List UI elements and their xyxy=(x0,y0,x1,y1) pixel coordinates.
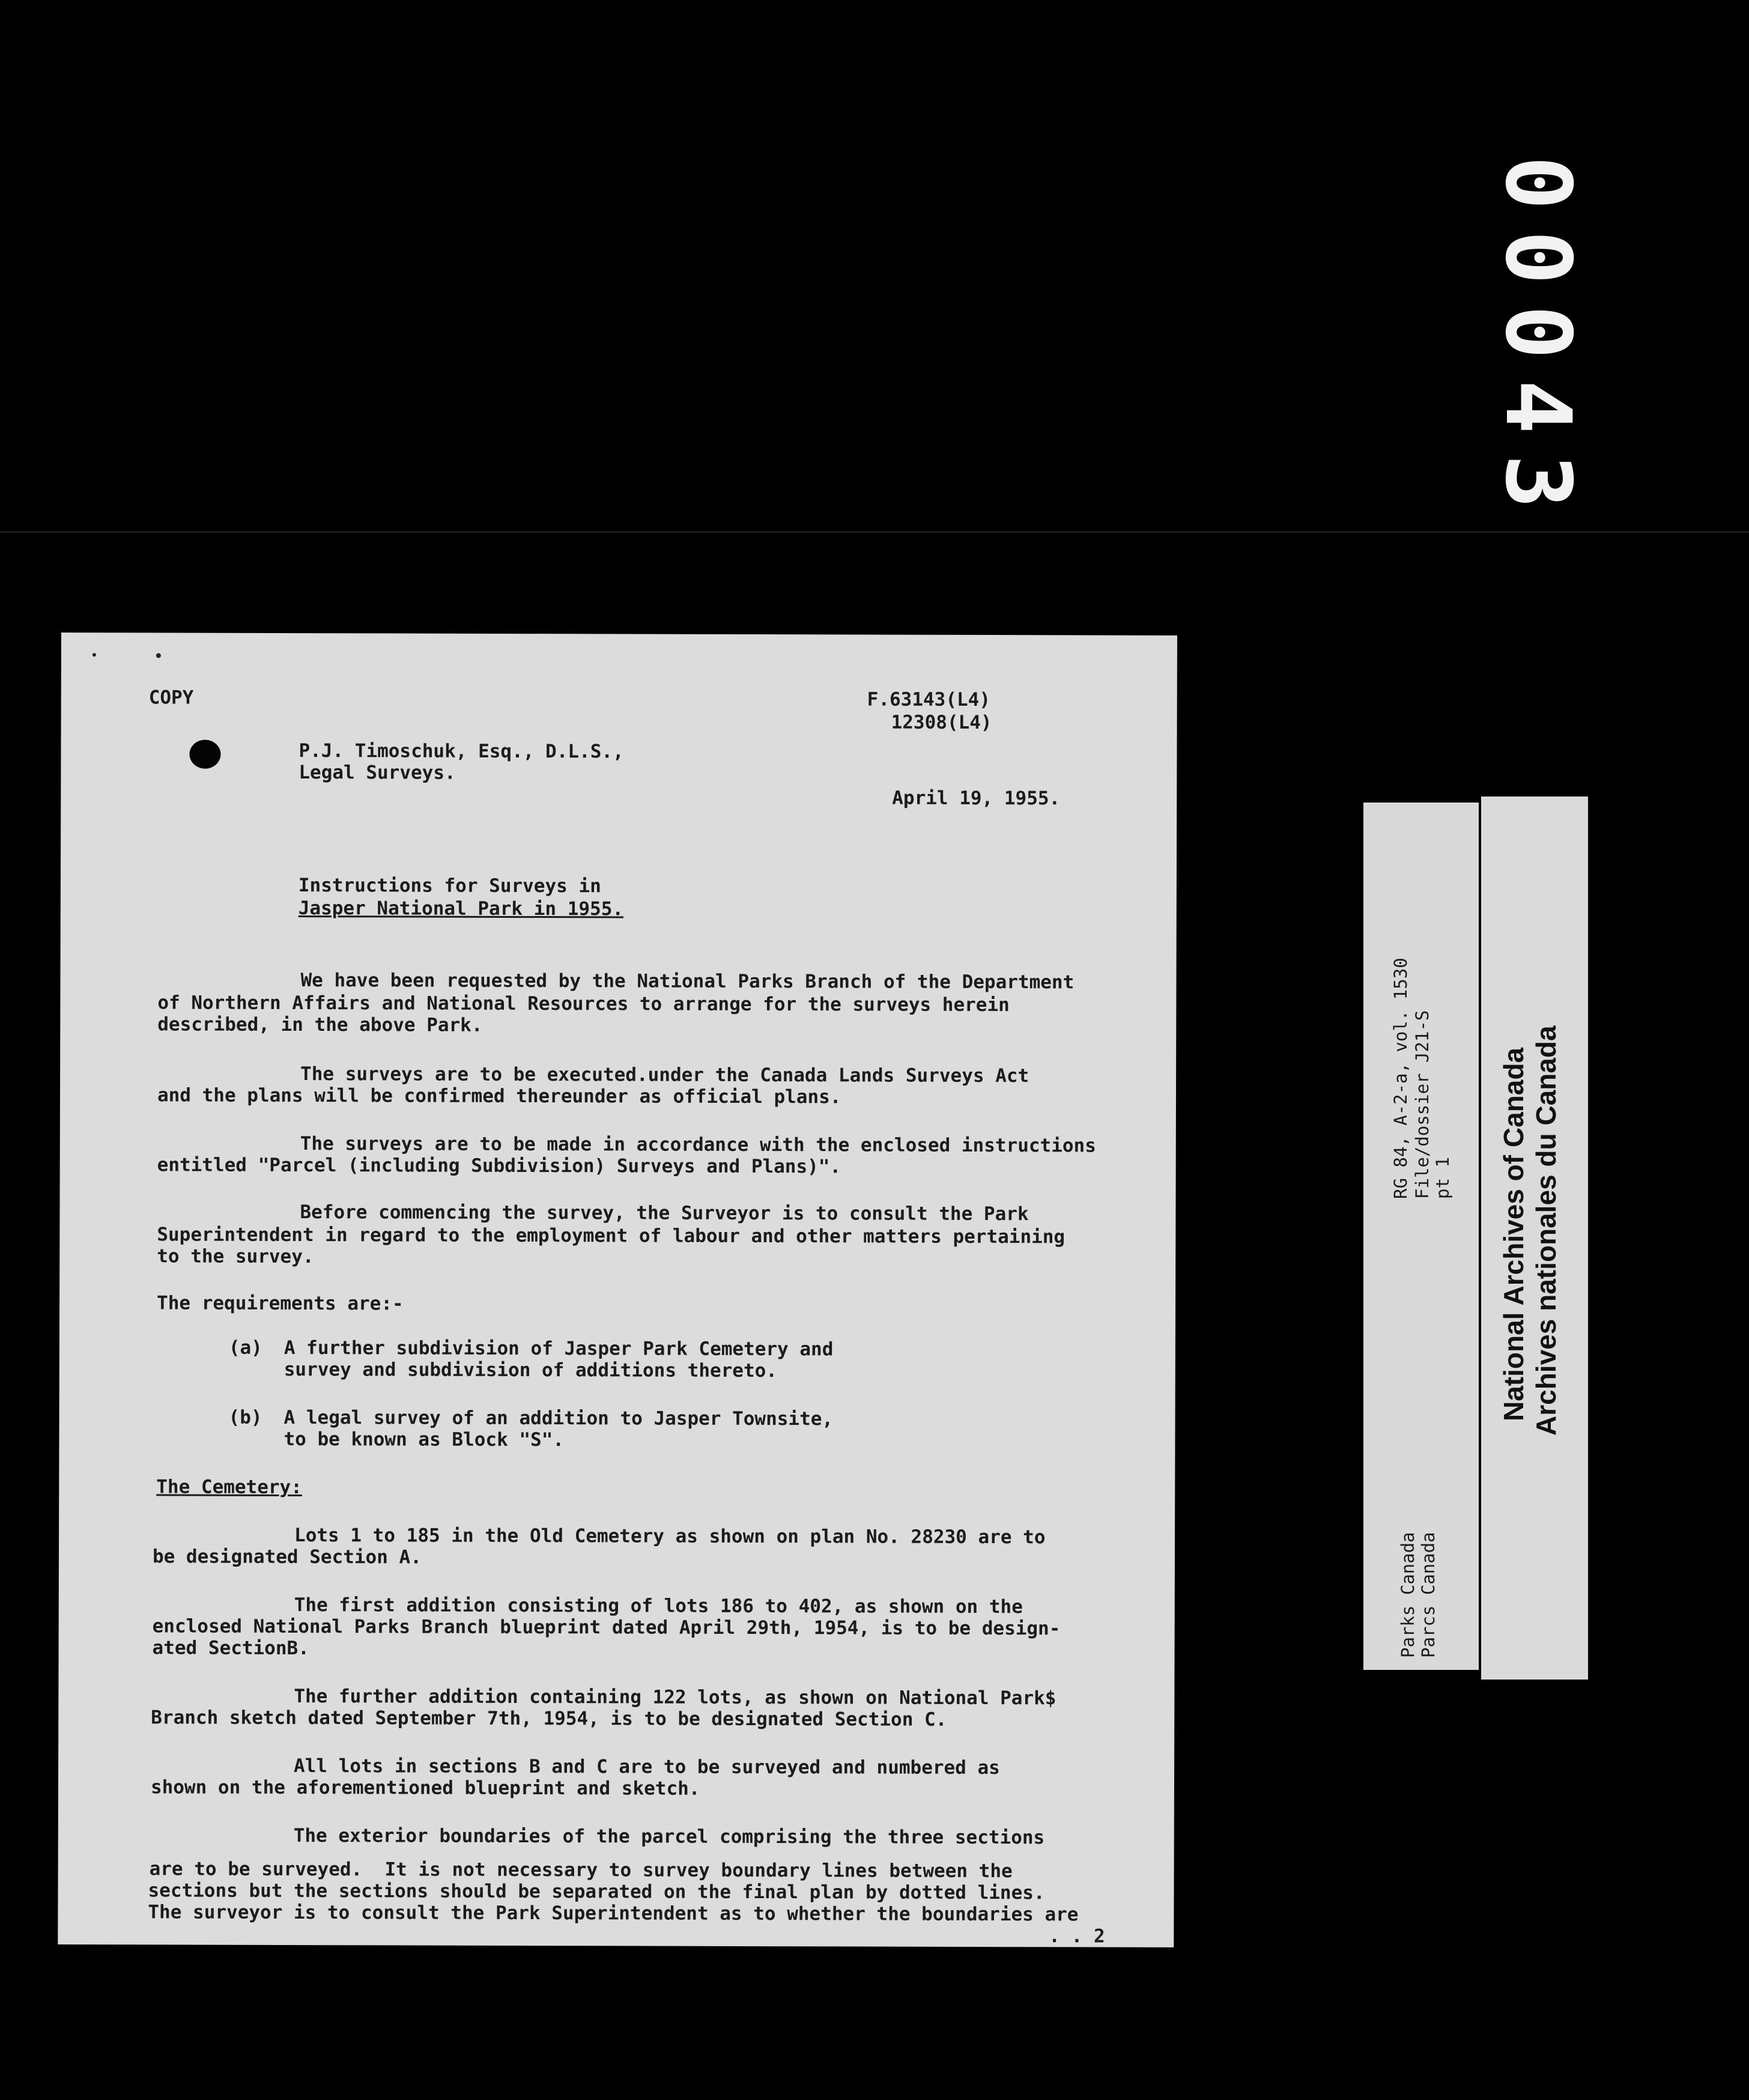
paragraph-line: Lots 1 to 185 in the Old Cemetery as shown on plan No. 28230 are to xyxy=(294,1525,1046,1549)
paragraph-line: All lots in sections B and C are to be surveyed and numbered as xyxy=(294,1755,1000,1779)
national-archives-english: National Archives of Canada xyxy=(1498,1047,1529,1421)
paragraph-line: ated SectionB. xyxy=(152,1637,309,1660)
paragraph-line: The surveyor is to consult the Park Superintendent as to whether the boundaries are xyxy=(148,1901,1079,1926)
file-reference-2: 12308(L4) xyxy=(891,711,992,734)
frame-number-text: 00043 xyxy=(1485,156,1590,529)
requirements-heading: The requirements are:- xyxy=(157,1292,404,1315)
paragraph-line: described, in the above Park. xyxy=(157,1013,483,1036)
letter-page xyxy=(58,633,1177,1947)
paragraph-line: Before commencing the survey, the Surveyor is to consult the Park xyxy=(300,1201,1029,1225)
paragraph-line: We have been requested by the National Parks Branch of the Department xyxy=(300,970,1075,994)
subject-line-2: Jasper National Park in 1955. xyxy=(298,897,624,920)
national-archives-label xyxy=(1481,797,1588,1680)
paragraph-line: Superintendent in regard to the employment of labour and other matters pertaining xyxy=(157,1224,1065,1248)
paragraph-line: The surveys are to be made in accordance with the enclosed instructions xyxy=(300,1133,1096,1157)
list-marker-b: (b) xyxy=(228,1406,262,1428)
list-item-a-line-2: survey and subdivision of additions thereto. xyxy=(283,1358,778,1382)
archive-reference-line-3: pt 1 xyxy=(1432,1157,1453,1199)
paragraph-line: The further addition containing 122 lots, as shown on National Park$ xyxy=(294,1686,1056,1710)
archive-reference-label xyxy=(1363,803,1479,1670)
parks-canada-label: Parks Canada xyxy=(1398,1532,1418,1658)
paragraph-line: and the plans will be confirmed thereunder as official plans. xyxy=(157,1084,841,1108)
paragraph-line: sections but the sections should be separated on the final plan by dotted lines. xyxy=(148,1880,1045,1904)
page-continuation: . . 2 xyxy=(1049,1925,1105,1947)
paragraph-line: entitled "Parcel (including Subdivision) Surveys and Plans)". xyxy=(157,1154,841,1178)
paragraph-line: The surveys are to be executed.under the Canada Lands Surveys Act xyxy=(300,1063,1029,1087)
frame-number xyxy=(1484,54,1592,631)
file-reference-1: F.63143(L4) xyxy=(867,688,991,711)
section-heading-cemetery: The Cemetery: xyxy=(156,1476,302,1499)
list-marker-a: (a) xyxy=(228,1337,262,1359)
paragraph-line: shown on the aforementioned blueprint and sketch. xyxy=(150,1776,700,1800)
addressee-line-2: Legal Surveys. xyxy=(299,762,456,784)
archive-reference-line-2: File/dossier J21-S xyxy=(1412,1010,1432,1199)
parcs-canada-label: Parcs Canada xyxy=(1418,1532,1438,1658)
list-item-a-line-1: A further subdivision of Jasper Park Cemetery and xyxy=(283,1337,834,1361)
paragraph-line: The first addition consisting of lots 186 to 402, as shown on the xyxy=(294,1594,1023,1618)
subject-line-1: Instructions for Surveys in xyxy=(298,875,601,897)
paragraph-line: be designated Section A. xyxy=(152,1546,422,1568)
list-item-b-line-1: A legal survey of an addition to Jasper Townsite, xyxy=(283,1406,834,1430)
speck xyxy=(156,653,161,658)
paragraph-line: Branch sketch dated September 7th, 1954, is to be designated Section C. xyxy=(151,1707,947,1731)
addressee-line-1: P.J. Timoschuk, Esq., D.L.S., xyxy=(299,740,624,763)
copy-label: COPY xyxy=(148,687,194,709)
paragraph-line: The exterior boundaries of the parcel comprising the three sections xyxy=(293,1825,1045,1849)
list-item-b-line-2: to be known as Block "S". xyxy=(283,1428,565,1451)
archive-reference-line-1: RG 84, A-2-a, vol. 1530 xyxy=(1390,957,1411,1199)
paragraph-line: of Northern Affairs and National Resources to arrange for the surveys herein xyxy=(157,992,1010,1016)
national-archives-french: Archives nationales du Canada xyxy=(1530,1025,1562,1436)
speck xyxy=(92,653,96,657)
paragraph-line: to the survey. xyxy=(157,1245,314,1268)
punch-hole xyxy=(189,740,220,769)
paragraph-line: enclosed National Parks Branch blueprint dated April 29th, 1954, is to be design- xyxy=(152,1615,1061,1640)
letter-date: April 19, 1955. xyxy=(892,787,1061,810)
paragraph-line: are to be surveyed. It is not necessary to survey boundary lines between the xyxy=(149,1858,1013,1883)
